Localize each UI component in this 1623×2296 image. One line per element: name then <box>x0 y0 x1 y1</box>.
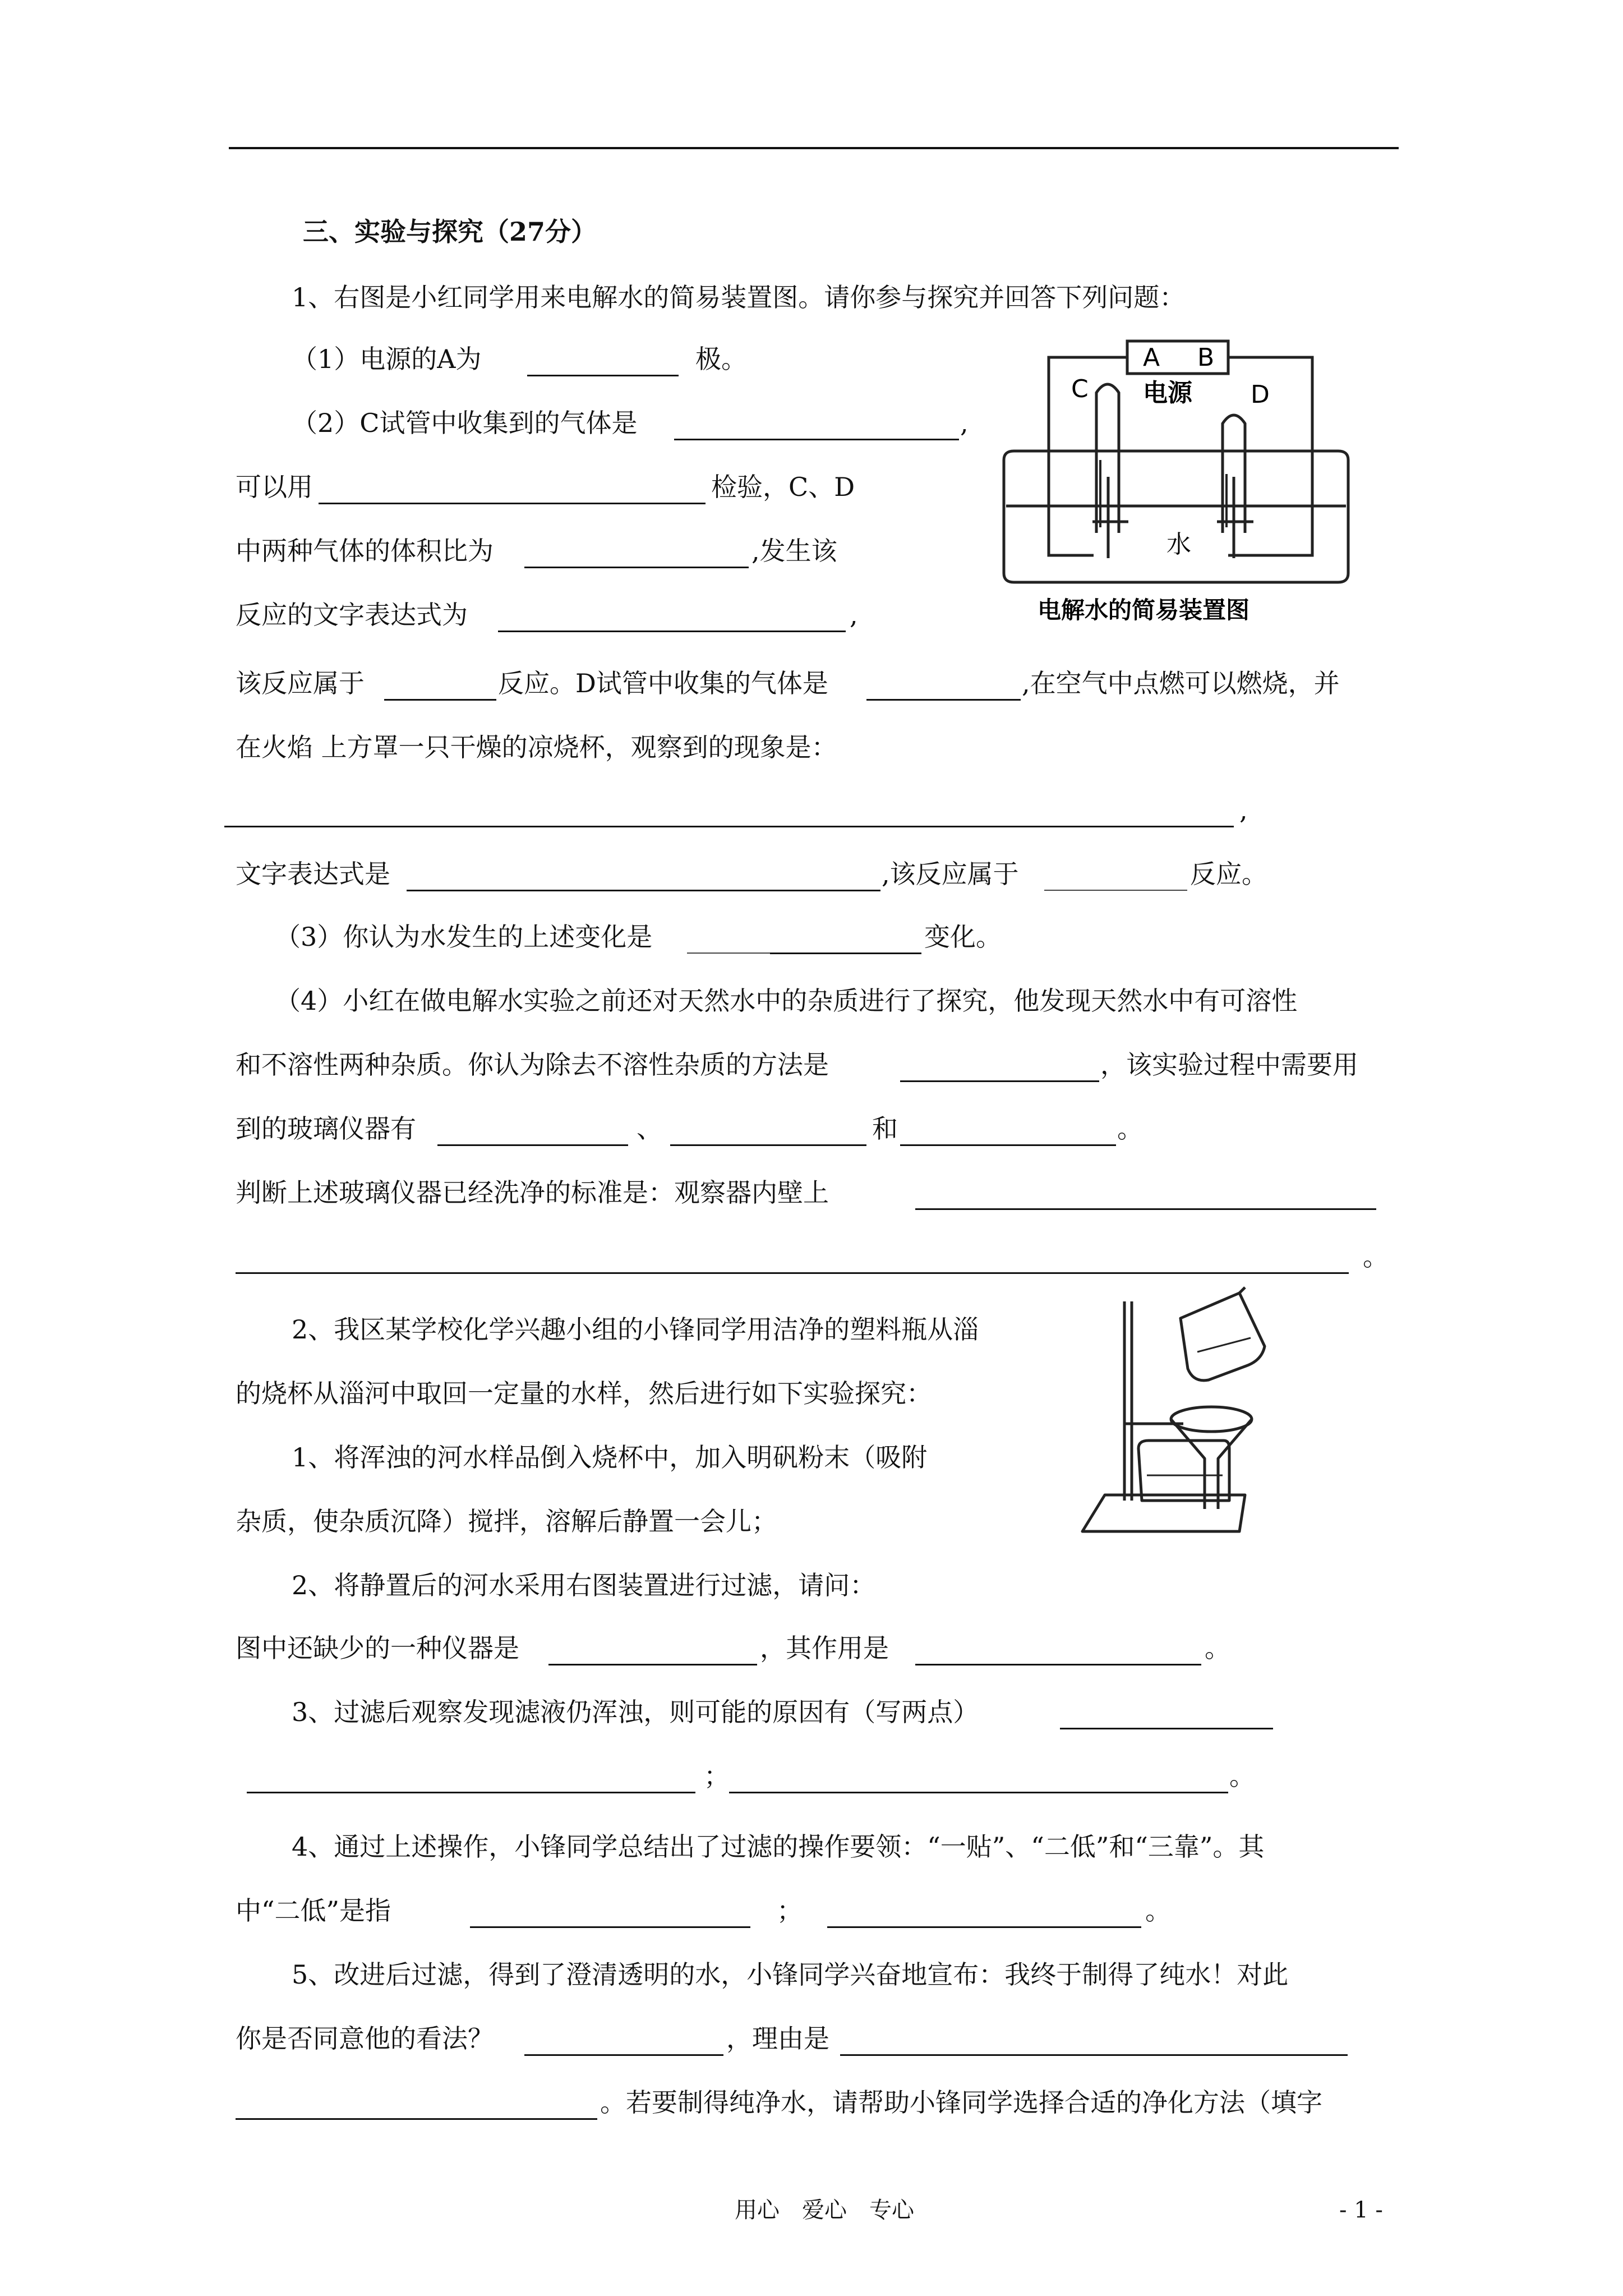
q1-blank-method[interactable] <box>900 1080 1099 1082</box>
q2-s4-line2-post: 。 <box>1145 1895 1171 1926</box>
q1-blank-reaction-type2[interactable] <box>1044 890 1187 891</box>
q2-blank-two-low1[interactable] <box>470 1926 750 1928</box>
q1-p4-line3-mid2: 和 <box>872 1114 898 1144</box>
section-title: 三、实验与探究（27分） <box>303 217 597 247</box>
q1-intro: 1、右图是小红同学用来电解水的简易装置图。请你参与探究并回答下列问题： <box>292 282 1186 312</box>
q1-blank-instrument1[interactable] <box>437 1144 628 1146</box>
q2-s5-line2-pre: 你是否同意他的看法？ <box>236 2023 494 2054</box>
q1-line4-pre: 中两种气体的体积比为 <box>236 536 494 566</box>
q1-line3-post: 检验，C、D <box>711 472 855 502</box>
q2-s5-line1: 5、改进后过滤，得到了澄清透明的水，小锋同学兴奋地宣布：我终于制得了纯水！对此 <box>292 1959 1289 1990</box>
q2-blank-reason1[interactable] <box>247 1792 695 1793</box>
q1-p3-post: 变化。 <box>924 922 1002 952</box>
q1-line6-b: 反应。D试管中收集的气体是 <box>498 668 828 698</box>
label-b: B <box>1197 343 1215 372</box>
header-rule <box>229 147 1399 149</box>
q1-blank-ratio[interactable] <box>524 567 749 568</box>
label-a: A <box>1143 343 1160 372</box>
q1-p4-line2-pre: 和不溶性两种杂质。你认为除去不溶性杂质的方法是 <box>236 1050 829 1080</box>
figure-caption: 电解水的简易装置图 <box>1038 596 1250 624</box>
water-label: 水 <box>1166 530 1191 559</box>
q1-line3-pre: 可以用 <box>236 472 313 502</box>
water-trough <box>1004 451 1348 582</box>
q1-blank-pole[interactable] <box>527 375 679 376</box>
q1-p4-line4: 判断上述玻璃仪器已经洗净的标准是：观察器内壁上 <box>236 1177 829 1208</box>
electrolysis-figure <box>998 331 1357 634</box>
q1-p3-pre: （3）你认为水发生的上述变化是 <box>275 922 653 952</box>
q2-s2-line2-pre: 图中还缺少的一种仪器是 <box>236 1633 519 1663</box>
q1-line9-c: 反应。 <box>1190 859 1267 889</box>
q1-blank-instrument3[interactable] <box>900 1144 1116 1146</box>
q2-s1-line1: 1、将浑浊的河水样品倒入烧杯中，加入明矾粉末（吸附 <box>292 1442 928 1473</box>
q1-blank-gas-d[interactable] <box>866 699 1021 701</box>
wire-right <box>1228 357 1312 555</box>
q2-s2-line1: 2、将静置后的河水采用右图装置进行过滤，请问： <box>292 1570 876 1600</box>
q2-s4-line2-mid: ； <box>777 1895 803 1926</box>
q1-p4-line3-mid1: 、 <box>637 1114 662 1144</box>
q2-blank-reason1-a[interactable] <box>1060 1728 1273 1729</box>
q1-blank-clean-standard[interactable] <box>915 1208 1376 1210</box>
q2-s3-line2-mid: ； <box>704 1761 730 1791</box>
q1-line6-c: ,在空气中点燃可以燃烧，并 <box>1022 668 1340 698</box>
page-number: - 1 - <box>1339 2197 1383 2223</box>
q2-s1-line2: 杂质，使杂质沉降）搅拌，溶解后静置一会儿； <box>236 1506 777 1536</box>
q2-s3-line2-post: 。 <box>1229 1761 1255 1791</box>
q2-blank-missing-instrument[interactable] <box>548 1664 757 1665</box>
q1-blank-instrument2[interactable] <box>670 1144 866 1146</box>
q1-line9-b: ,该反应属于 <box>882 859 1019 889</box>
q1-blank-clean-standard-cont[interactable] <box>236 1272 1349 1274</box>
q2-s2-line2-post: 。 <box>1205 1633 1230 1663</box>
q1-p1-post: 极。 <box>695 344 747 374</box>
q1-p2-pre: （2）C试管中收集到的气体是 <box>292 408 638 438</box>
q2-blank-two-low2[interactable] <box>827 1926 1141 1928</box>
q2-blank-agree[interactable] <box>524 2054 723 2056</box>
q1-line8-post: , <box>1239 795 1248 825</box>
q2-s5-line3-post: 。若要制得纯净水，请帮助小锋同学选择合适的净化方法（填字 <box>600 2087 1322 2118</box>
footer-center: 用心 爱心 专心 <box>735 2197 914 2223</box>
label-c: C <box>1071 375 1089 403</box>
q2-s4-line2-pre: 中“二低”是指 <box>236 1895 391 1926</box>
q2-s4-line1: 4、通过上述操作，小锋同学总结出了过滤的操作要领：“一贴”、“二低”和“三靠”。其 <box>292 1832 1265 1862</box>
q1-blank-gas-c[interactable] <box>674 439 959 440</box>
q1-p4-line3-pre: 到的玻璃仪器有 <box>236 1114 416 1144</box>
q1-blank-equation2[interactable] <box>407 890 880 891</box>
q1-line6-a: 该反应属于 <box>236 668 365 698</box>
q1-line4-post: ,发生该 <box>751 536 837 566</box>
q2-blank-reason-cont[interactable] <box>236 2118 597 2120</box>
beaker <box>1138 1441 1229 1501</box>
q1-blank-change-type[interactable] <box>770 953 921 954</box>
q1-line5-post: , <box>850 600 858 630</box>
pouring-beaker <box>1181 1293 1265 1381</box>
q1-blank-change-type-a[interactable] <box>687 953 770 954</box>
q2-intro2: 的烧杯从淄河中取回一定量的水样，然后进行如下实验探究： <box>236 1378 932 1409</box>
q1-blank-reaction-type1[interactable] <box>384 699 496 701</box>
q1-p4-line1: （4）小红在做电解水实验之前还对天然水中的杂质进行了探究，他发现天然水中有可溶性 <box>275 986 1298 1016</box>
q2-s5-line2-mid: ，理由是 <box>726 2023 829 2054</box>
q1-p2-post: , <box>960 408 969 438</box>
q1-line5-pre: 反应的文字表达式为 <box>236 600 468 630</box>
q1-line9-a: 文字表达式是 <box>236 859 390 889</box>
power-label: 电源 <box>1143 379 1192 407</box>
q1-blank-test[interactable] <box>319 503 706 504</box>
q1-blank-equation1[interactable] <box>498 631 846 632</box>
q2-blank-purpose[interactable] <box>915 1664 1201 1665</box>
q2-blank-reason2[interactable] <box>729 1792 1228 1793</box>
q2-blank-reason[interactable] <box>840 2054 1348 2056</box>
q2-s2-line2-mid: ，其作用是 <box>760 1633 889 1663</box>
q1-blank-observation[interactable] <box>224 826 1234 827</box>
funnel-rim <box>1171 1407 1252 1432</box>
q2-s3-line1: 3、过滤后观察发现滤液仍浑浊，则可能的原因有（写两点） <box>292 1697 979 1727</box>
label-d: D <box>1251 380 1270 409</box>
q1-p1-pre: （1）电源的A为 <box>292 344 482 374</box>
q2-intro1: 2、我区某学校化学兴趣小组的小锋同学用洁净的塑料瓶从淄 <box>292 1314 979 1345</box>
q1-p4-line5-post: 。 <box>1363 1241 1389 1272</box>
filtration-figure <box>1071 1285 1312 1548</box>
q1-p4-line3-post: 。 <box>1117 1114 1143 1144</box>
q1-p4-line2-post: ，该实验过程中需要用 <box>1100 1050 1358 1080</box>
q1-line7: 在火焰 上方罩一只干燥的凉烧杯，观察到的现象是： <box>236 732 837 762</box>
